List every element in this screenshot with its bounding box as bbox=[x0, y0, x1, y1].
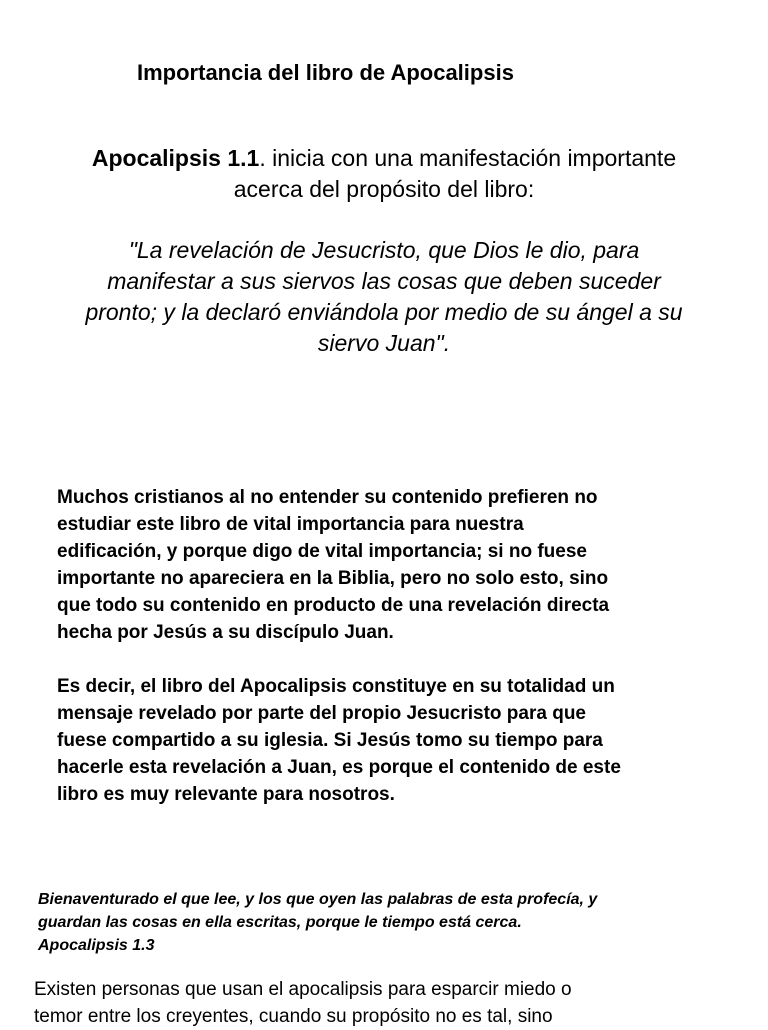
verse-reference: Apocalipsis 1.3 bbox=[38, 937, 155, 954]
paragraph-line: hacerle esta revelación a Juan, es porque el contenido de este bbox=[57, 757, 621, 778]
closing-paragraph bbox=[34, 976, 734, 1030]
paragraph-line: hecha por Jesús a su discípulo Juan. bbox=[57, 622, 394, 643]
paragraph-line: importante no apareciera en la Biblia, pero no solo esto, sino bbox=[57, 568, 609, 589]
page-title: Importancia del libro de Apocalipsis bbox=[137, 60, 514, 85]
paragraph-line: que todo su contenido en producto de una revelación directa bbox=[57, 595, 610, 616]
paragraph-line: Es decir, el libro del Apocalipsis constituye en su totalidad un bbox=[57, 676, 615, 697]
scripture-quote bbox=[30, 235, 738, 359]
verse-quote bbox=[38, 888, 738, 957]
intro-reference: Apocalipsis 1.1 bbox=[91, 145, 260, 171]
body-paragraph-2 bbox=[57, 673, 732, 808]
paragraph-line: fuese compartido a su iglesia. Si Jesús tomo su tiempo para bbox=[57, 730, 603, 751]
paragraph-line: libro es muy relevante para nosotros. bbox=[57, 784, 395, 805]
quote-line: pronto; y la declaró enviándola por medio de su ángel a su bbox=[85, 299, 683, 325]
intro-line-1 bbox=[30, 143, 738, 174]
paragraph-line: estudiar este libro de vital importancia para nuestra bbox=[57, 514, 524, 535]
intro-paragraph bbox=[30, 143, 738, 205]
quote-line: siervo Juan". bbox=[317, 330, 451, 356]
quote-line: manifestar a sus siervos las cosas que deben suceder bbox=[107, 268, 661, 294]
quote-line: "La revelación de Jesucristo, que Dios le dio, para bbox=[128, 237, 640, 263]
body-paragraph-1 bbox=[57, 484, 732, 646]
intro-line-2: acerca del propósito del libro: bbox=[233, 176, 535, 202]
verse-line: Bienaventurado el que lee, y los que oyen las palabras de esta profecía, y bbox=[38, 891, 598, 908]
verse-line: guardan las cosas en ella escritas, porque le tiempo está cerca. bbox=[38, 914, 522, 931]
paragraph-line: mensaje revelado por parte del propio Jesucristo para que bbox=[57, 703, 587, 724]
closing-line: temor entre los creyentes, cuando su propósito no es tal, sino bbox=[34, 1006, 553, 1027]
paragraph-line: Muchos cristianos al no entender su contenido prefieren no bbox=[57, 487, 598, 508]
intro-text: . inicia con una manifestación importante bbox=[259, 145, 677, 171]
paragraph-line: edificación, y porque digo de vital importancia; si no fuese bbox=[57, 541, 587, 562]
closing-line: Existen personas que usan el apocalipsis para esparcir miedo o bbox=[34, 979, 572, 1000]
